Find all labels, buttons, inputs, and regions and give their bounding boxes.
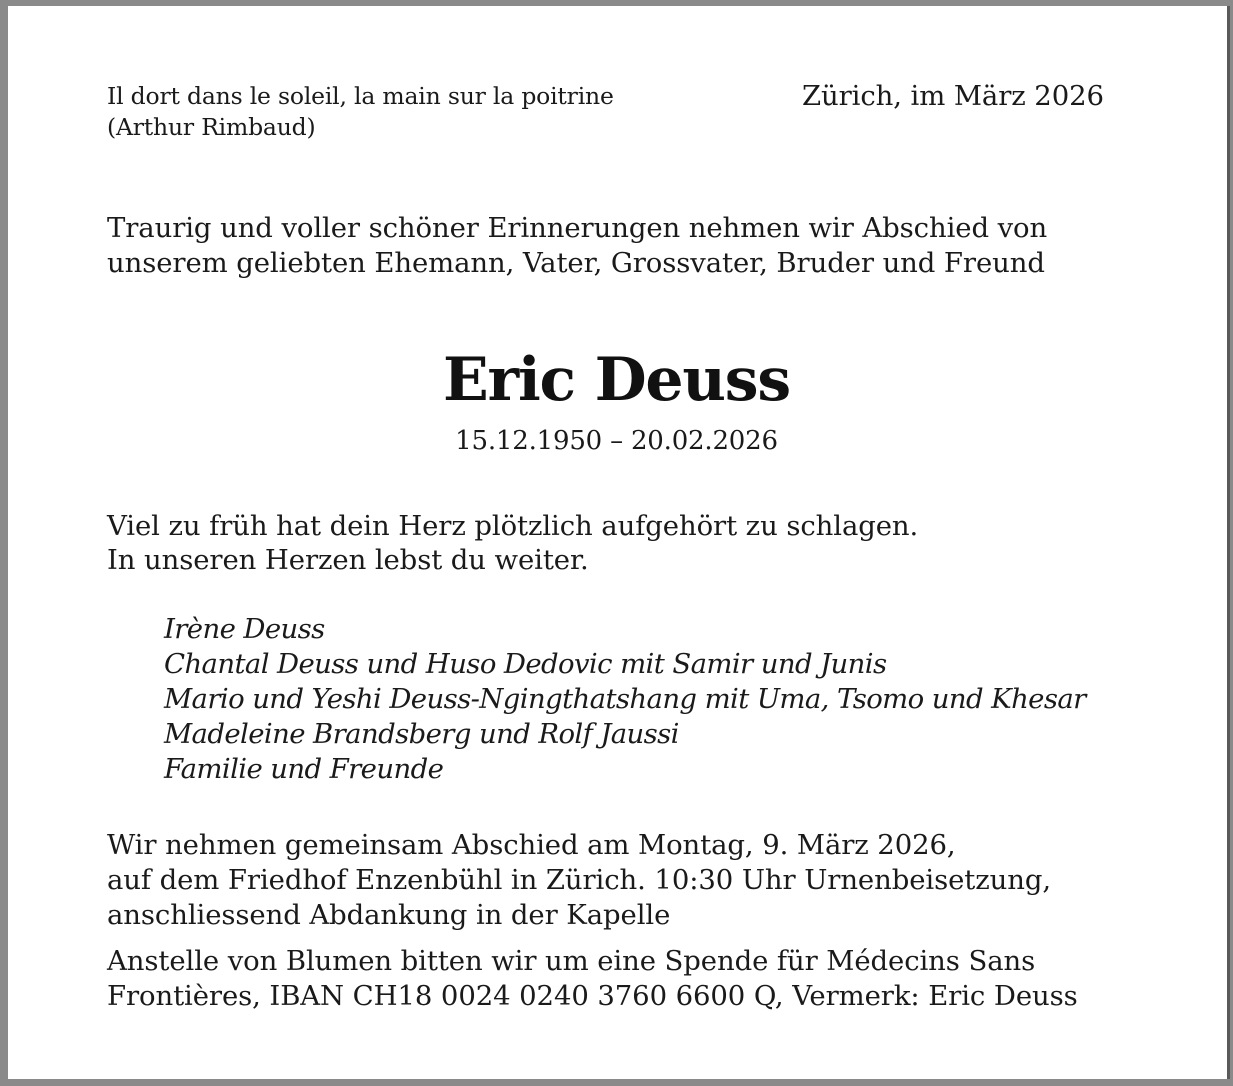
farewell-message [107,509,918,577]
service-line-1: Wir nehmen gemeinsam Abschied am Montag, 9. März 2026, [107,829,956,861]
mourner-item: Irène Deuss [164,613,325,645]
place-date: Zürich, im März 2026 [802,80,1104,112]
service-line-3: anschliessend Abdankung in der Kapelle [107,899,671,931]
donation-line-2: Frontières, IBAN CH18 0024 0240 3760 6600 Q, Vermerk: Eric Deuss [107,980,1078,1012]
intro-line-2: unserem geliebten Ehemann, Vater, Grossvater, Bruder und Freund [107,247,1045,279]
mourner-item: Mario und Yeshi Deuss-Ngingthatshang mit Uma, Tsomo und Khesar [164,683,1086,715]
service-details [107,828,1051,933]
frame-edge-line [1227,6,1230,1079]
mourner-item: Chantal Deuss und Huso Dedovic mit Samir und Junis [164,648,887,680]
donation-note [107,944,1078,1014]
mourner-item: Familie und Freunde [164,753,444,785]
intro-line-1: Traurig und voller schöner Erinnerungen nehmen wir Abschied von [107,212,1048,244]
motto-block [107,81,614,143]
motto-author: (Arthur Rimbaud) [107,113,316,141]
life-dates: 15.12.1950 – 20.02.2026 [455,426,778,456]
motto-quote: Il dort dans le soleil, la main sur la poitrine [107,82,614,110]
message-line-1: Viel zu früh hat dein Herz plötzlich aufgehört zu schlagen. [107,510,919,542]
message-line-2: In unseren Herzen lebst du weiter. [107,544,589,576]
service-line-2: auf dem Friedhof Enzenbühl in Zürich. 10:30 Uhr Urnenbeisetzung, [107,864,1051,896]
mourner-item: Madeleine Brandsberg und Rolf Jaussi [164,718,679,750]
intro-text [107,211,1047,281]
mourners-list [164,612,1086,787]
donation-line-1: Anstelle von Blumen bitten wir um eine Spende für Médecins Sans [107,945,1036,977]
deceased-name: Eric Deuss [443,345,790,415]
